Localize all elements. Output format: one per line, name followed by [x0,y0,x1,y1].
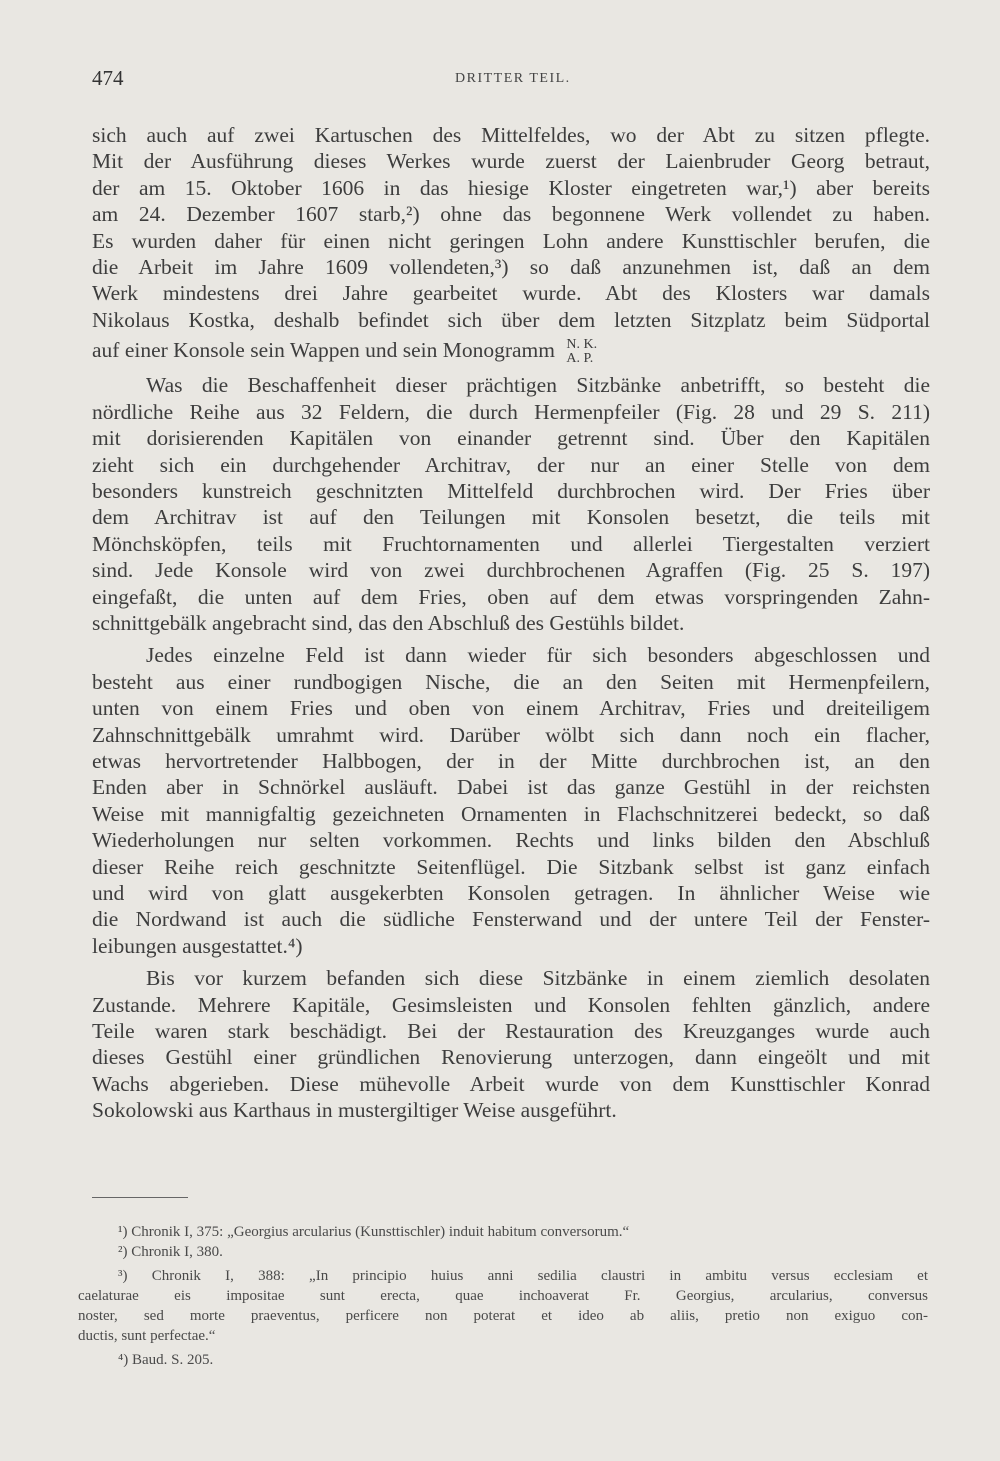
text-line: der am 15. Oktober 1606 in das hiesige Kloster eingetreten war,¹) aber bereits [92,175,930,200]
text-line: die Arbeit im Jahre 1609 vollendeten,³) so daß anzunehmen ist, daß an dem [92,255,930,280]
text-line: etwas hervortretender Halbbogen, der in der Mitte durchbrochen ist, an den [92,749,930,773]
text-line: mit dorisierenden Kapitälen von einander getrennt sind. Über den Kapitälen [92,426,930,451]
footnote-line: ³) Chronik I, 388: „In principio huius anni sedilia claustri in ambitu versus ecclesiam et [118,1268,928,1284]
text-line: Werk mindestens drei Jahre gearbeitet wurde. Abt des Klosters war damals [92,281,930,306]
text-line: Sokolowski aus Karthaus in mustergiltiger Weise ausgeführt. [92,1098,617,1123]
monogram-bottom: A. P. [566,351,594,367]
body-text [92,122,930,1124]
text-line: Wachs abgerieben. Diese mühevolle Arbeit wurde von dem Kunsttischler Konrad [92,1071,930,1096]
running-head: DRITTER TEIL. [455,71,571,86]
text-line: leibungen ausgestattet.⁴) [92,933,303,958]
footnote-line: ductis, sunt perfectae.“ [78,1328,216,1344]
text-line: schnittgebälk angebracht sind, das den Abschluß des Gestühls bildet. [92,610,685,635]
footnote-line: caelaturae eis impositae sunt erecta, quae inchoaverat Fr. Georgius, arcularius, conversus [78,1288,928,1304]
paragraph [92,642,930,959]
footnotes [78,1222,928,1370]
text-line: Bis vor kurzem befanden sich diese Sitzbänke in einem ziemlich desolaten [146,966,930,991]
text-line: besteht aus einer rundbogigen Nische, die an den Seiten mit Hermenpfeilern, [92,669,930,694]
text-line: Was die Beschaffenheit dieser prächtigen Sitzbänke anbetrifft, so besteht die [146,373,930,398]
paragraph [92,122,930,366]
text-line: Nikolaus Kostka, deshalb befindet sich über dem letzten Sitzplatz beim Südportal [92,307,930,332]
text-line: eingefaßt, die unten auf dem Fries, oben auf dem etwas vorspringenden Zahn- [92,584,930,609]
text-line: Zahnschnittgebälk umrahmt wird. Darüber wölbt sich dann noch ein flacher, [92,722,930,747]
text-line: nördliche Reihe aus 32 Feldern, die durch Hermenpfeiler (Fig. 28 und 29 S. 211) [92,399,930,424]
text-line: Mit der Ausführung dieses Werkes wurde zuerst der Laienbruder Georg betraut, [92,149,930,174]
monogram [566,338,597,366]
text-line: und wird von glatt ausgekerbten Konsolen getragen. In ähnlicher Weise wie [92,881,930,906]
text-line: dem Architrav ist auf den Teilungen mit Konsolen besetzt, die teils mit [92,505,930,530]
text-line: unten von einem Fries und oben von einem Architrav, Fries und dreiteiligem [92,696,930,721]
text-line: besonders kunstreich geschnitzten Mittelfeld durchbrochen wird. Der Fries über [92,478,930,503]
text-line: Wiederholungen nur selten vorkommen. Rechts und links bilden den Abschluß [92,828,930,853]
text-line: Enden aber in Schnörkel ausläuft. Dabei ist das ganze Gestühl in der reichsten [92,775,930,800]
text-line: Zustande. Mehrere Kapitäle, Gesimsleisten und Konsolen fehlten gänzlich, andere [92,992,930,1017]
text-line-with-monogram [92,337,930,366]
footnote: ⁴) Baud. S. 205. [118,1352,214,1368]
text-line: die Nordwand ist auch die südliche Fensterwand und der untere Teil der Fenster- [92,907,930,932]
text-line: am 24. Dezember 1607 starb,²) ohne das begonnene Werk vollendet zu haben. [92,202,930,227]
text-line: zieht sich ein durchgehender Architrav, der nur an einer Stelle von dem [92,452,930,477]
text-line: Teile waren stark beschädigt. Bei der Restauration des Kreuzganges wurde auch [92,1019,930,1044]
text-line: Weise mit mannigfaltig gezeichneten Ornamenten in Flachschnitzerei bedeckt, so daß [92,801,930,826]
footnote-rule [92,1197,188,1198]
text-line: Mönchsköpfen, teils mit Fruchtornamenten und allerlei Tiergestalten verziert [92,531,930,556]
paragraph [92,965,930,1123]
monogram-top: N. K. [566,337,598,353]
footnote: ²) Chronik I, 380. [118,1244,223,1260]
text-line: sich auch auf zwei Kartuschen des Mittelfeldes, wo der Abt zu sitzen pflegte. [92,123,930,147]
page-number: 474 [92,66,124,90]
text-line: Es wurden daher für einen nicht geringen Lohn andere Kunsttischler berufen, die [92,228,930,253]
text-line: dieses Gestühl einer gründlichen Renovierung unterzogen, dann eingeölt und mit [92,1045,930,1070]
text-line-label: auf einer Konsole sein Wappen und sein Monogramm [92,338,556,363]
text-line: sind. Jede Konsole wird von zwei durchbrochenen Agraffen (Fig. 25 S. 197) [92,558,930,583]
footnote-line: noster, sed morte praeventus, perficere non poterat et ideo ab aliis, pretio non exiguo con- [78,1308,928,1324]
text-line: Jedes einzelne Feld ist dann wieder für sich besonders abgeschlossen und [146,643,930,668]
paragraph [92,372,930,636]
text-line: dieser Reihe reich geschnitzte Seitenflügel. Die Sitzbank selbst ist ganz einfach [92,854,930,879]
footnote: ¹) Chronik I, 375: „Georgius arcularius (Kunsttischler) induit habitum conversorum.“ [118,1224,630,1240]
